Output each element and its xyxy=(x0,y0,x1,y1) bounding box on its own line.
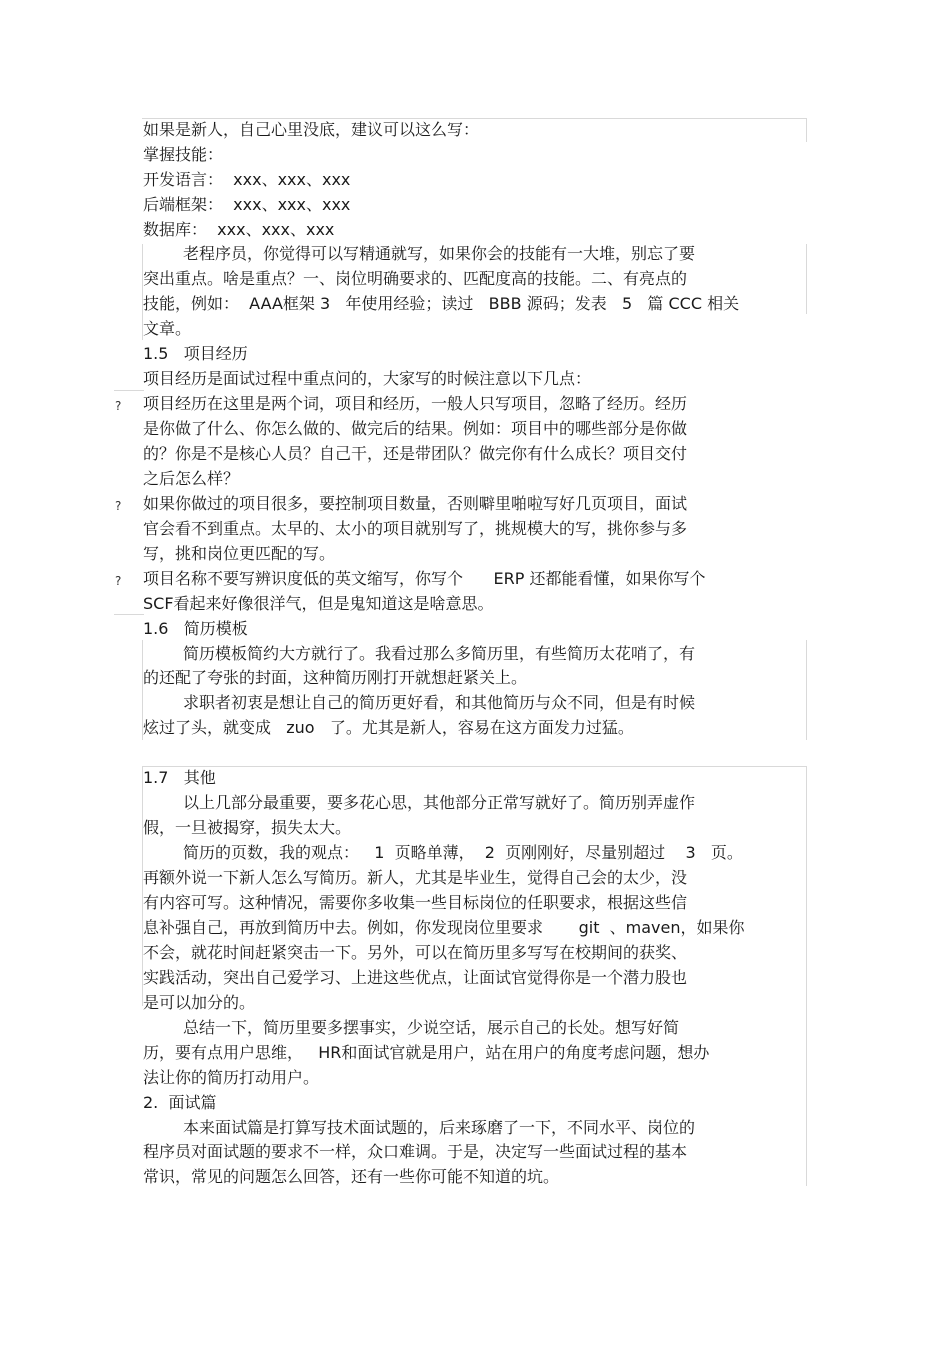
section-heading: 1.6 简历模板 xyxy=(143,619,248,638)
body-text: 再额外说一下新人怎么写简历。新人，尤其是毕业生，觉得自己会的太少，没 xyxy=(143,868,688,887)
body-text: 掌握技能： xyxy=(143,145,224,164)
body-text: 简历的页数，我的观点： 1 页略单薄， 2 页刚刚好，尽量别超过 3 页。 xyxy=(183,843,743,862)
body-text: 求职者初衷是想让自己的简历更好看，和其他简历与众不同，但是有时候 xyxy=(183,693,696,712)
body-text: 炫过了头，就变成 zuo 了。尤其是新人，容易在这方面发力过猛。 xyxy=(143,718,634,737)
cell-border xyxy=(142,118,806,119)
body-text: 息补强自己，再放到简历中去。例如，你发现岗位里要求 git 、maven，如果你 xyxy=(143,918,745,937)
section-heading: 2. 面试篇 xyxy=(143,1093,217,1112)
body-text: 后端框架： xxx、xxx、xxx xyxy=(143,195,351,214)
body-text: 不会，就花时间赶紧突击一下。另外，可以在简历里多写写在校期间的获奖、 xyxy=(143,943,688,962)
cell-border xyxy=(114,614,144,615)
body-text: 以上几部分最重要，要多花心思，其他部分正常写就好了。简历别弄虚作 xyxy=(183,793,696,812)
body-text: 的还配了夸张的封面，这种简历刚打开就想赶紧关上。 xyxy=(143,668,528,687)
bullet-icon: ? xyxy=(115,574,122,588)
body-text: 老程序员，你觉得可以写精通就写，如果你会的技能有一大堆，别忘了要 xyxy=(183,244,696,263)
body-text: 程序员对面试题的要求不一样，众口难调。于是，决定写一些面试过程的基本 xyxy=(143,1142,688,1161)
bullet-icon: ? xyxy=(115,499,122,513)
body-text: 简历模板简约大方就行了。我看过那么多简历里，有些简历太花哨了，有 xyxy=(183,644,696,663)
cell-border xyxy=(114,390,144,391)
body-text: 假，一旦被揭穿，损失太大。 xyxy=(143,818,352,837)
bullet-icon: ? xyxy=(115,399,122,413)
body-text: 开发语言： xxx、xxx、xxx xyxy=(143,170,351,189)
body-text: 是你做了什么、你怎么做的、做完后的结果。例如：项目中的哪些部分是你做 xyxy=(143,419,688,438)
body-text: 总结一下，简历里要多摆事实，少说空话，展示自己的长处。想写好简 xyxy=(183,1018,680,1037)
cell-border xyxy=(806,118,807,142)
body-text: 如果是新人，自己心里没底，建议可以这么写： xyxy=(143,120,480,139)
body-text: 写，挑和岗位更匹配的写。 xyxy=(143,544,336,563)
cell-border xyxy=(142,766,806,767)
body-text: 常识，常见的问题怎么回答，还有一些你可能不知道的坑。 xyxy=(143,1167,560,1186)
body-text: 法让你的简历打动用户。 xyxy=(143,1068,320,1087)
body-text: 官会看不到重点。太早的、太小的项目就别写了，挑规模大的写，挑你参与多 xyxy=(143,519,688,538)
body-text: 如果你做过的项目很多，要控制项目数量，否则噼里啪啦写好几页项目，面试 xyxy=(143,494,688,513)
body-text: 数据库： xxx、xxx、xxx xyxy=(143,220,335,239)
body-text: 之后怎么样？ xyxy=(143,469,240,488)
body-text: 历，要有点用户思维， HR和面试官就是用户，站在用户的角度考虑问题，想办 xyxy=(143,1043,710,1062)
body-text: SCF看起来好像很洋气，但是鬼知道这是啥意思。 xyxy=(143,594,494,613)
body-text: 项目经历在这里是两个词，项目和经历，一般人只写项目，忽略了经历。经历 xyxy=(143,394,688,413)
body-text: 本来面试篇是打算写技术面试题的，后来琢磨了一下，不同水平、岗位的 xyxy=(183,1118,696,1137)
cell-border xyxy=(806,766,807,1186)
body-text: 有内容可写。这种情况，需要你多收集一些目标岗位的任职要求，根据这些信 xyxy=(143,893,688,912)
section-heading: 1.7 其他 xyxy=(143,768,216,787)
body-text: 的？你是不是核心人员？自己干，还是带团队？做完你有什么成长？项目交付 xyxy=(143,444,688,463)
body-text: 技能，例如： AAA框架 3 年使用经验；读过 BBB 源码；发表 5 篇 CCC 相关 xyxy=(143,294,740,313)
body-text: 项目名称不要写辨识度低的英文缩写，你写个 ERP 还都能看懂，如果你写个 xyxy=(143,569,706,588)
body-text: 文章。 xyxy=(143,319,192,338)
body-text: 实践活动，突出自己爱学习、上进这些优点，让面试官觉得你是一个潜力股也 xyxy=(143,968,688,987)
cell-border xyxy=(806,640,807,740)
body-text: 突出重点。啥是重点？一、岗位明确要求的、匹配度高的技能。二、有亮点的 xyxy=(143,269,688,288)
section-heading: 1.5 项目经历 xyxy=(143,344,248,363)
cell-border xyxy=(806,244,807,314)
body-text: 项目经历是面试过程中重点问的，大家写的时候注意以下几点： xyxy=(143,369,592,388)
body-text: 是可以加分的。 xyxy=(143,993,256,1012)
